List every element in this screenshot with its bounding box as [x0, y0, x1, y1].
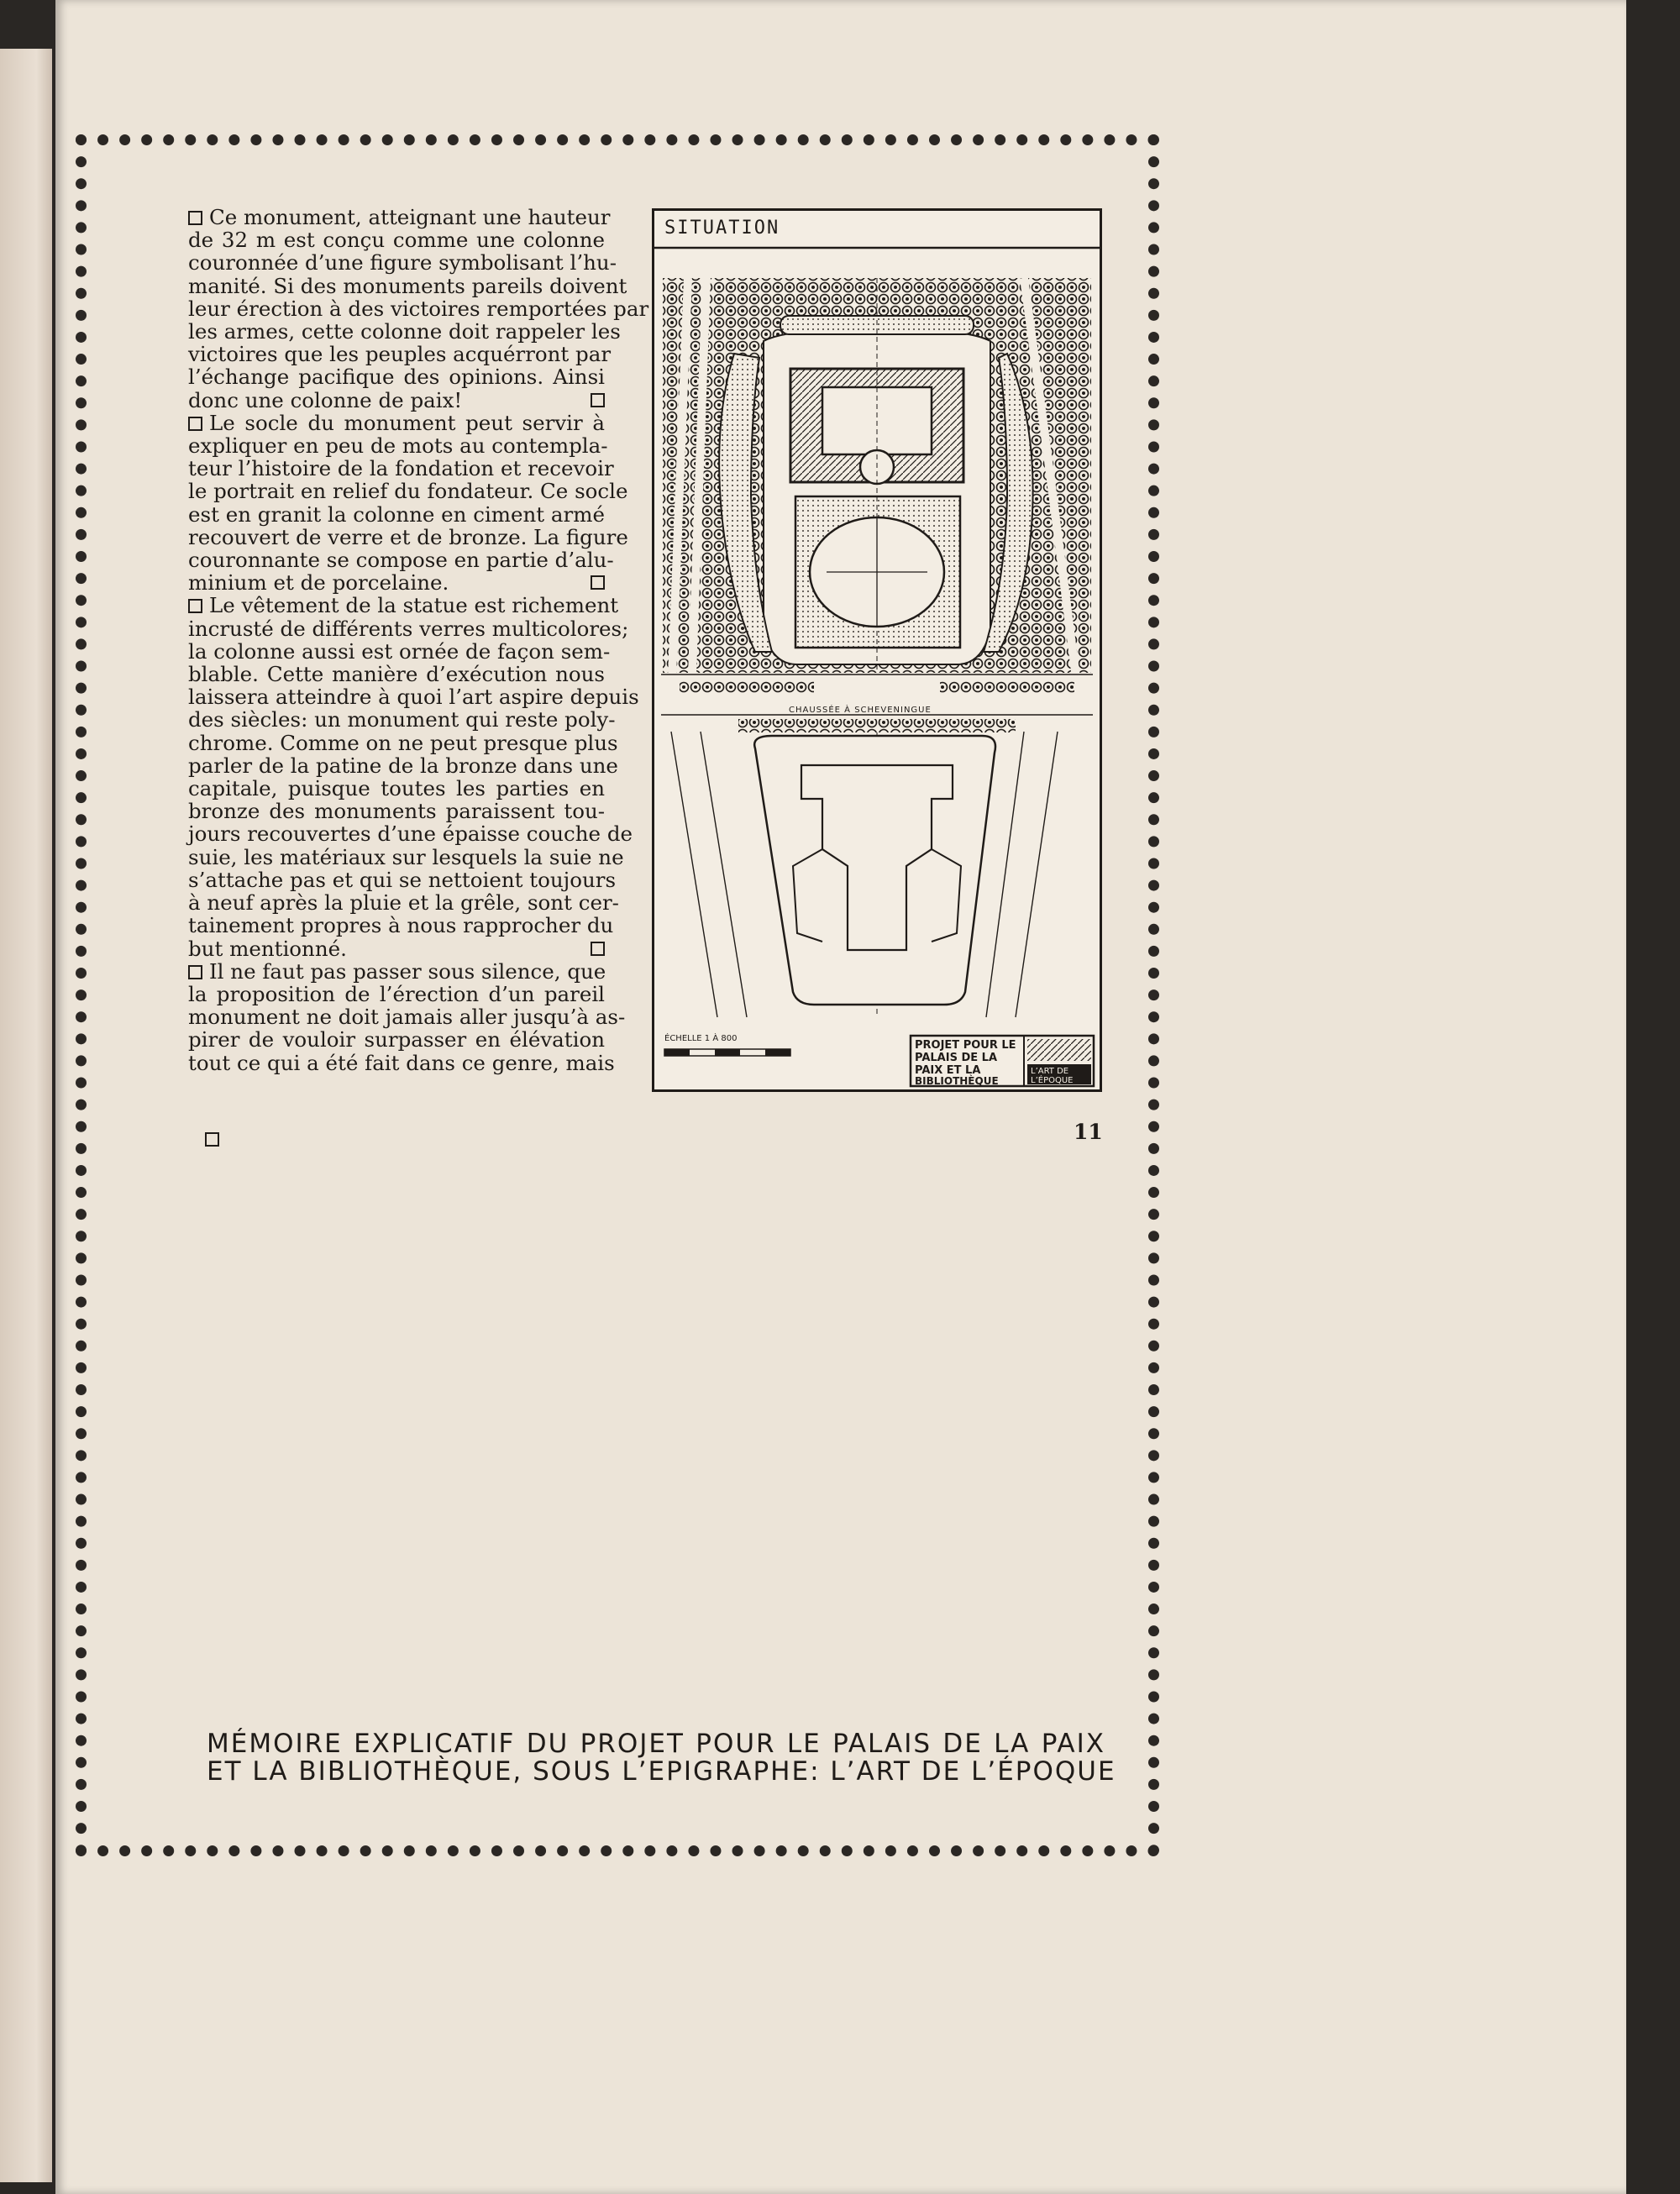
footer-mark-icon	[205, 1132, 219, 1147]
paragraph-end-mark-icon	[591, 575, 605, 590]
site-plan-figure	[652, 208, 1102, 1092]
cartouche-line-4: BIBLIOTHÈQUE	[915, 1075, 999, 1087]
caption-line-1: MÉMOIRE EXPLICATIF DU PROJET POUR LE PALAIS DE LA PAIX	[207, 1729, 1105, 1759]
cartouche-line-2: PALAIS DE LA	[915, 1052, 998, 1064]
page-caption	[207, 1729, 1116, 1787]
motto-line-1: L’ART DE	[1031, 1067, 1069, 1076]
paragraph-mark-icon	[188, 599, 202, 613]
facing-page-edge	[0, 49, 52, 2182]
library-grounds	[754, 736, 995, 1005]
paragraph-3: Le vêtement de la statue est richement incrusté de différents verres multicolores; la colonne aussi est ornée de façon sem- blable. Cette manière d’exécution nous laissera atteindre à quoi l’art aspire depuis des siècles: un monument qui reste poly- chrome. Comme on ne peut presque plus parler de la patine de la bronze dans une capitale, puisque toutes les parties en bronze des monuments paraissent tou- jours recouvertes d’une épaisse couche de suie, les matériaux sur lesquels la suie ne s’attache pas et qui se nettoient toujours à neuf après la pluie et la grêle, sont cer- tainement propres à nous rapprocher du but mentionné.	[188, 593, 639, 961]
paragraph-end-mark-icon	[591, 393, 605, 407]
body-text	[188, 205, 649, 1075]
page-number: 11	[1074, 1120, 1103, 1144]
paragraph-mark-icon	[188, 417, 202, 431]
paragraph-mark-icon	[188, 211, 202, 225]
road-label: CHAUSSÉE À SCHEVENINGUE	[789, 706, 932, 715]
tree-row-lower	[738, 719, 1016, 732]
paragraph-1: Ce monument, atteignant une hauteur de 32 m est conçu comme une colonne couronnée d’une figure symbolisant l’hu- manité. Si des monuments pareils doivent leur érection à des victoires remportées par les armes, cette colonne doit rappeler les victoires que les peuples acquérront par l’échange pacifique des opinions. Ainsi donc une colonne de paix!	[188, 205, 649, 412]
cartouche-line-1: PROJET POUR LE	[915, 1039, 1016, 1052]
site-plan-drawing	[654, 211, 1100, 1089]
caption-line-2: ET LA BIBLIOTHÈQUE, SOUS L’EPIGRAPHE: L’ART DE L’ÉPOQUE	[207, 1756, 1116, 1787]
motto-line-2: L’ÉPOQUE	[1031, 1076, 1074, 1085]
paragraph-mark-icon	[188, 965, 202, 979]
paragraph-2: Le socle du monument peut servir à expliquer en peu de mots au contempla- teur l’histoire de la fondation et recevoir le portrait en relief du fondateur. Ce socle est en granit la colonne en ciment armé recouvert de verre et de bronze. La figure couronnante se compose en partie d’alu- minium et de porcelaine.	[188, 410, 628, 596]
svg-text:ÉCHELLE 1 À 800: ÉCHELLE 1 À 800	[664, 1034, 738, 1043]
plan-title: SITUATION	[664, 218, 780, 239]
paragraph-end-mark-icon	[591, 942, 605, 956]
cartouche-line-3: PAIX ET LA	[915, 1064, 981, 1077]
cartouche	[911, 1036, 1094, 1087]
paragraph-4: Il ne faut pas passer sous silence, que la proposition de l’érection d’un pareil monument ne doit jamais aller jusqu’à as- pirer de vouloir surpasser en élévation tout ce qui a été fait dans ce genre, mais	[188, 958, 626, 1075]
scale-bar	[664, 1032, 790, 1056]
